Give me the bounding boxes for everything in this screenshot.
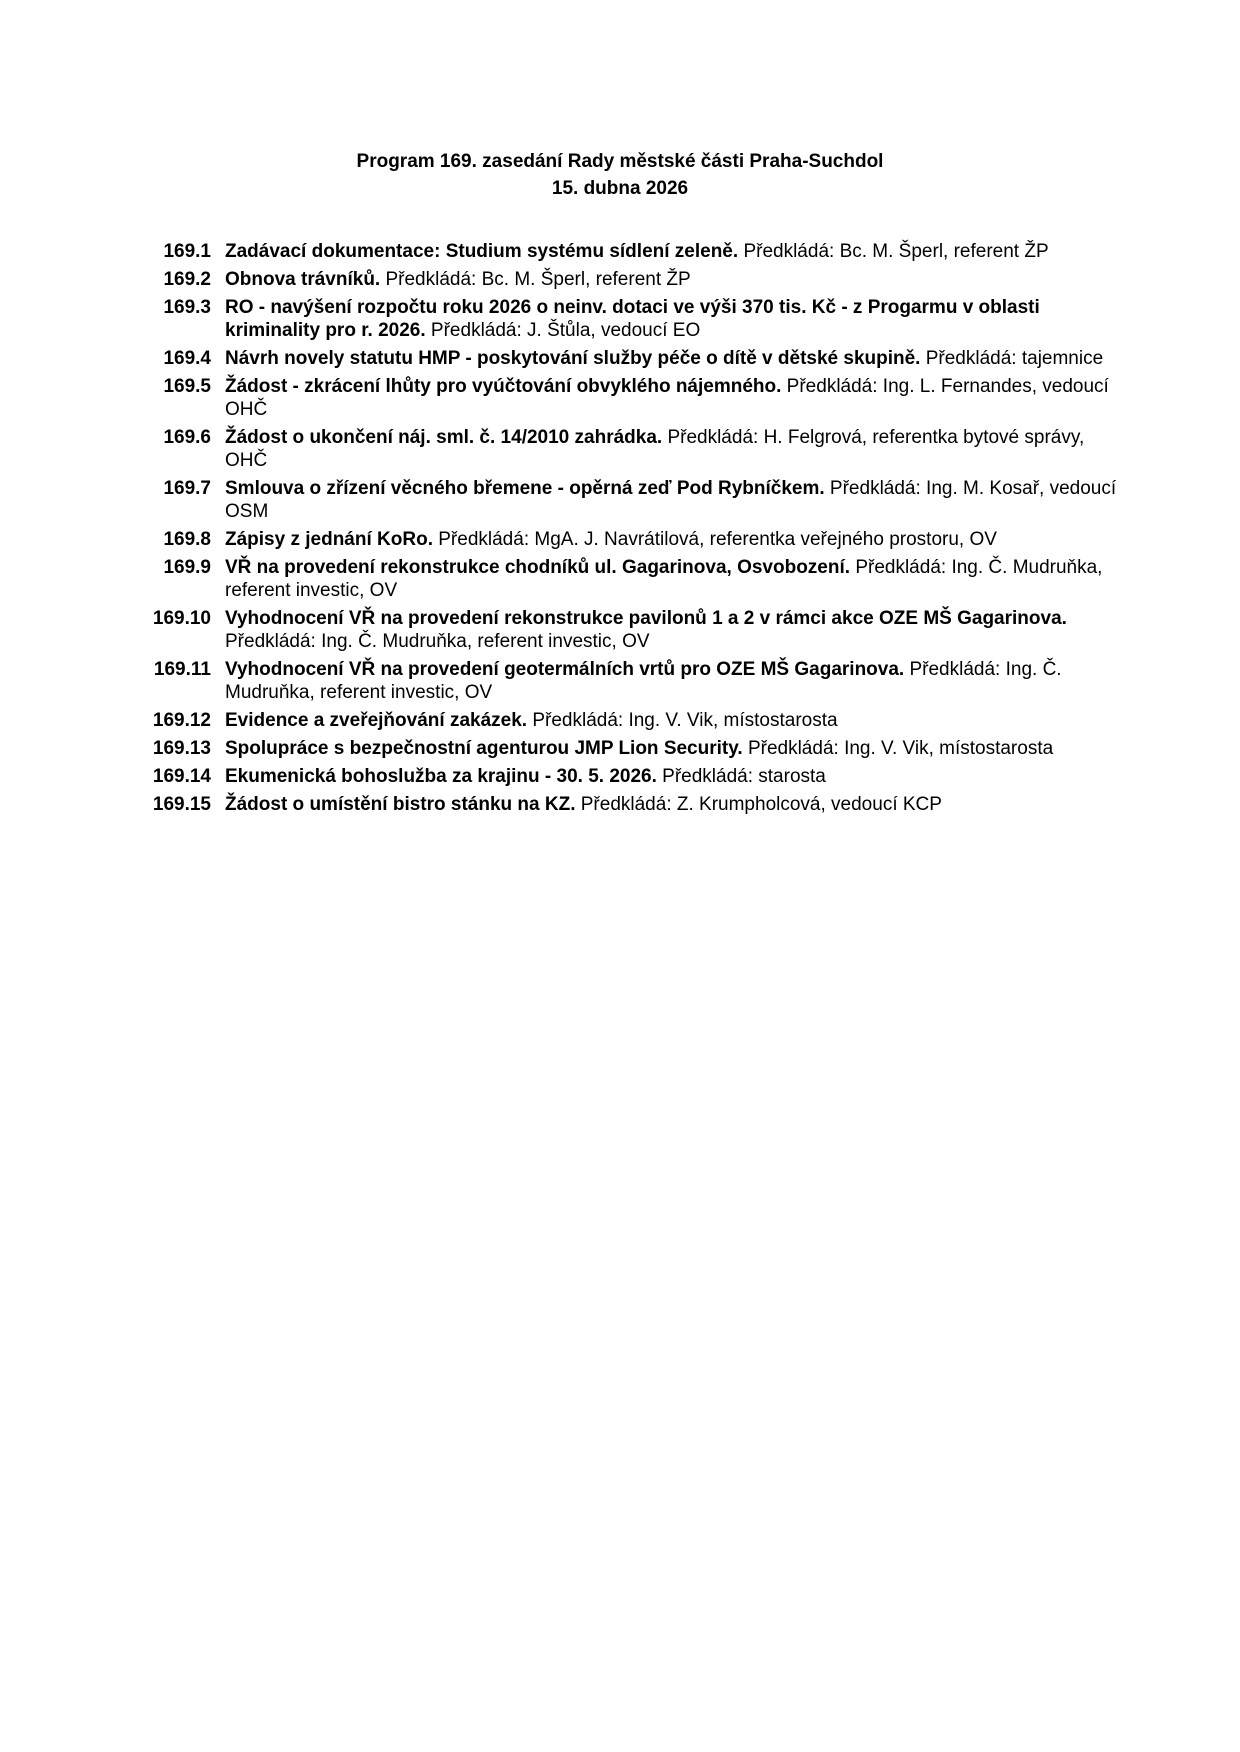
agenda-item-title: Žádost - zkrácení lhůty pro vyúčtování obvyklého nájemného. xyxy=(225,376,782,397)
agenda-item-title: Žádost o umístění bistro stánku na KZ. xyxy=(225,794,576,815)
agenda-item xyxy=(150,528,1150,551)
agenda-item-title: Obnova trávníků. xyxy=(225,269,381,290)
agenda-item-title: Žádost o ukončení náj. sml. č. 14/2010 zahrádka. xyxy=(225,427,663,448)
agenda-item-number: 169.13 xyxy=(152,738,211,759)
agenda-item-number: 169.1 xyxy=(163,241,211,262)
agenda-item-presenter: Předkládá: MgA. J. Navrátilová, referentka veřejného prostoru, OV xyxy=(432,529,997,550)
agenda-item-presenter: Předkládá: Ing. Č. Mudruňka, referent investic, OV xyxy=(225,631,650,652)
agenda-item-presenter: Předkládá: Z. Krumpholcová, vedoucí KCP xyxy=(575,794,942,815)
agenda-item-text xyxy=(225,556,1125,602)
agenda-item xyxy=(150,556,1150,602)
agenda-item-presenter: Předkládá: Bc. M. Šperl, referent ŽP xyxy=(738,241,1049,262)
agenda-item-presenter: Předkládá: tajemnice xyxy=(920,348,1104,369)
agenda-item-text xyxy=(225,268,1125,291)
agenda-item xyxy=(150,658,1150,704)
agenda-item-number: 169.4 xyxy=(163,348,211,369)
agenda-item-text xyxy=(225,375,1125,421)
agenda-item-title: Zadávací dokumentace: Studium systému sídlení zeleně. xyxy=(225,241,739,262)
document-title: Program 169. zasedání Rady městské části Praha-Suchdol xyxy=(356,151,884,172)
agenda-item-number: 169.3 xyxy=(163,297,211,318)
agenda-item xyxy=(150,375,1150,421)
agenda-item-presenter: Předkládá: Ing. V. Vik, místostarosta xyxy=(742,738,1054,759)
agenda-item xyxy=(150,477,1150,523)
agenda-item-title: Evidence a zveřejňování zakázek. xyxy=(225,710,528,731)
agenda-item-text xyxy=(225,426,1125,472)
agenda-item-text xyxy=(225,765,1125,788)
agenda-item xyxy=(150,709,1150,732)
agenda-item-number: 169.10 xyxy=(152,608,211,629)
agenda-item-title: Zápisy z jednání KoRo. xyxy=(225,529,433,550)
agenda-item xyxy=(150,607,1150,653)
agenda-item-title: Smlouva o zřízení věcného břemene - opěrná zeď Pod Rybníčkem. xyxy=(225,478,825,499)
agenda-item-title: Spolupráce s bezpečnostní agenturou JMP Lion Security. xyxy=(225,738,743,759)
agenda-item-number: 169.8 xyxy=(163,529,211,550)
agenda-item-title: Vyhodnocení VŘ na provedení geotermálních vrtů pro OZE MŠ Gagarinova. xyxy=(225,659,905,680)
agenda-item-presenter: Předkládá: Ing. Č. Mudruňka, referent investic, OV xyxy=(225,659,1062,703)
agenda-item-text xyxy=(225,737,1125,760)
agenda-item-title: VŘ na provedení rekonstrukce chodníků ul. Gagarinova, Osvobození. xyxy=(225,557,851,578)
agenda-item xyxy=(150,426,1150,472)
agenda-item-presenter: Předkládá: Ing. M. Kosař, vedoucí OSM xyxy=(225,478,1117,522)
agenda-item-text xyxy=(225,347,1125,370)
agenda-list xyxy=(150,240,1150,821)
agenda-item-text xyxy=(225,793,1125,816)
agenda-item-number: 169.2 xyxy=(163,269,211,290)
document-date: 15. dubna 2026 xyxy=(551,178,689,199)
agenda-item-number: 169.9 xyxy=(163,557,211,578)
agenda-item xyxy=(150,240,1150,263)
agenda-item-text xyxy=(225,658,1125,704)
agenda-item-number: 169.15 xyxy=(152,794,211,815)
agenda-item-title: RO - navýšení rozpočtu roku 2026 o neinv. dotaci ve výši 370 tis. Kč - z Progarmu v oblasti kriminality pro r. 2026. xyxy=(225,297,1040,341)
agenda-item-number: 169.6 xyxy=(163,427,211,448)
agenda-item-text xyxy=(225,709,1125,732)
agenda-item xyxy=(150,765,1150,788)
agenda-item-number: 169.14 xyxy=(152,766,211,787)
agenda-item-title: Návrh novely statutu HMP - poskytování služby péče o dítě v dětské skupině. xyxy=(225,348,921,369)
document-header xyxy=(0,148,1240,202)
agenda-item-text xyxy=(225,607,1125,653)
agenda-item-title: Vyhodnocení VŘ na provedení rekonstrukce pavilonů 1 a 2 v rámci akce OZE MŠ Gagarinova. xyxy=(225,608,1067,629)
agenda-item-number: 169.12 xyxy=(152,710,211,731)
agenda-item-number: 169.5 xyxy=(163,376,211,397)
agenda-item-text xyxy=(225,528,1125,551)
agenda-item-presenter: Předkládá: J. Štůla, vedoucí EO xyxy=(425,320,701,341)
agenda-item-text xyxy=(225,296,1125,342)
agenda-item-presenter: Předkládá: Bc. M. Šperl, referent ŽP xyxy=(380,269,691,290)
agenda-item-presenter: Předkládá: H. Felgrová, referentka bytové správy, OHČ xyxy=(225,427,1085,471)
agenda-item-presenter: Předkládá: Ing. Č. Mudruňka, referent investic, OV xyxy=(225,557,1103,601)
agenda-item xyxy=(150,793,1150,816)
agenda-item xyxy=(150,268,1150,291)
agenda-item-presenter: Předkládá: starosta xyxy=(656,766,826,787)
agenda-item-text xyxy=(225,240,1125,263)
agenda-item xyxy=(150,347,1150,370)
agenda-item xyxy=(150,737,1150,760)
agenda-item-title: Ekumenická bohoslužba za krajinu - 30. 5. 2026. xyxy=(225,766,657,787)
agenda-item-number: 169.11 xyxy=(153,659,211,680)
agenda-item-text xyxy=(225,477,1125,523)
agenda-item xyxy=(150,296,1150,342)
agenda-item-presenter: Předkládá: Ing. V. Vik, místostarosta xyxy=(527,710,838,731)
agenda-item-number: 169.7 xyxy=(163,478,211,499)
agenda-item-presenter: Předkládá: Ing. L. Fernandes, vedoucí OHČ xyxy=(225,376,1109,420)
